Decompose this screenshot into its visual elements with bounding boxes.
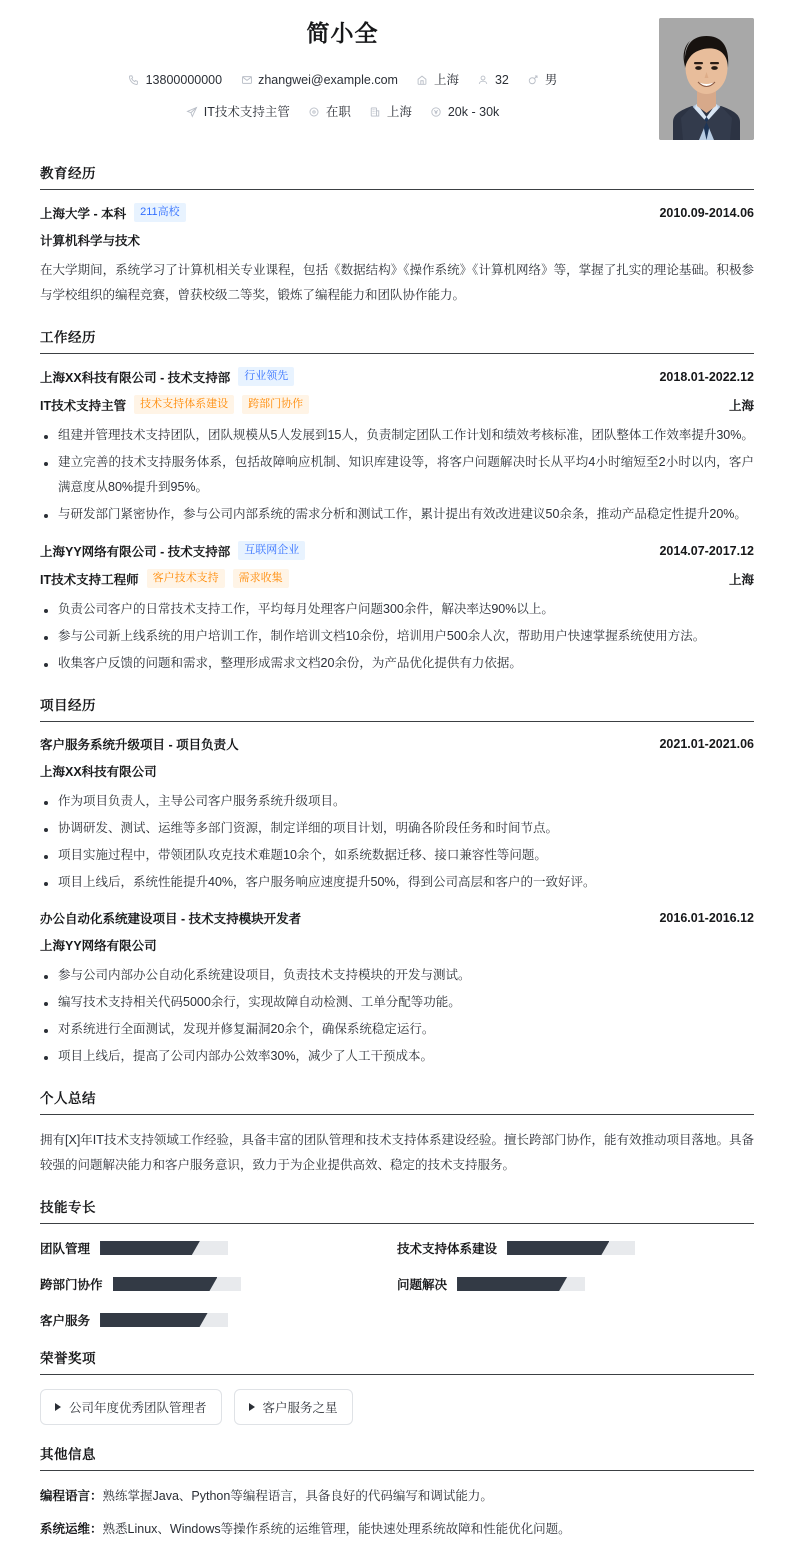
honor-label: 客户服务之星 (262, 1401, 338, 1415)
other-info-label: 系统运维： (40, 1522, 103, 1536)
bullet-item: 对系统进行全面测试，发现并修复漏洞20余个，确保系统稳定运行。 (40, 1017, 754, 1042)
contact-item-gender (527, 70, 558, 90)
contact-item-status-circle (308, 102, 351, 122)
work-entry (40, 367, 754, 527)
company-name: 上海YY网络有限公司 - 技术支持部 (40, 544, 231, 559)
bullet-list (40, 597, 754, 676)
bullet-item: 收集客户反馈的问题和需求，整理形成需求文档20余份，为产品优化提供有力依据。 (40, 651, 754, 676)
skill-bar-track (100, 1313, 228, 1327)
work-location: 上海 (728, 398, 754, 413)
section-skills (40, 1196, 754, 1329)
building-icon (369, 105, 382, 118)
bullet-item: 参与公司新上线系统的用户培训工作，制作培训文档10余份，培训用户500余人次，帮助用户快速掌握系统使用方法。 (40, 624, 754, 649)
person-icon (477, 73, 490, 86)
project-name: 客户服务系统升级项目 - 项目负责人 (40, 738, 239, 752)
resume-header (40, 18, 754, 144)
contact-item-salary (430, 102, 499, 122)
entry-left (40, 909, 301, 927)
tag-blue: 行业领先 (238, 367, 294, 386)
bullet-item: 编写技术支持相关代码5000余行，实现故障自动检测、工单分配等功能。 (40, 990, 754, 1015)
other-info-text: 熟悉Linux、Windows等操作系统的运维管理，能快速处理系统故障和性能优化问题。 (102, 1522, 571, 1536)
company-name: 上海XX科技有限公司 - 技术支持部 (40, 370, 231, 385)
contact-value: 上海 (433, 72, 459, 87)
section-title-work: 工作经历 (40, 326, 754, 354)
major-name: 计算机科学与技术 (40, 234, 141, 248)
other-info-text: 熟练掌握Java、Python等编程语言，具备良好的代码编写和调试能力。 (102, 1489, 493, 1503)
skill-bar-track (457, 1277, 585, 1291)
bullet-item: 项目上线后，提高了公司内部办公效率30%，减少了人工干预成本。 (40, 1044, 754, 1069)
gender-icon (527, 73, 540, 86)
skill-bar-fill (100, 1241, 200, 1255)
skills-grid (40, 1224, 754, 1329)
project-company: 上海YY网络有限公司 (40, 939, 157, 953)
bullet-item: 项目上线后，系统性能提升40%，客户服务响应速度提升50%，得到公司高层和客户的一致好评。 (40, 870, 754, 895)
skill-label: 跨部门协作 (40, 1278, 103, 1292)
phone-icon (128, 73, 141, 86)
bullet-item: 参与公司内部办公自动化系统建设项目，负责技术支持模块的开发与测试。 (40, 963, 754, 988)
contact-item-building (369, 102, 412, 122)
entry-header-row (40, 909, 754, 927)
section-title-skills: 技能专长 (40, 1196, 754, 1224)
education-description: 在大学期间，系统学习了计算机相关专业课程，包括《数据结构》《操作系统》《计算机网络》等，掌握了扎实的理论基础。积极参与学校组织的编程竞赛，曾获校级二等奖，锻炼了编程能力和团队协作能力。 (40, 263, 754, 302)
entry-left (40, 367, 294, 386)
section-title-projects: 项目经历 (40, 694, 754, 722)
header-main (40, 18, 645, 134)
play-triangle-icon (55, 1403, 61, 1411)
contact-value: 上海 (386, 104, 412, 119)
skill-bar-fill (100, 1313, 208, 1327)
tag-orange: 技术支持体系建设 (134, 395, 234, 414)
skill-bar-track (113, 1277, 241, 1291)
contact-row-secondary (40, 102, 645, 122)
entry-role-row (40, 569, 754, 588)
skill-row (397, 1275, 754, 1293)
skill-bar-fill (457, 1277, 567, 1291)
entry-role-row (40, 395, 754, 414)
contact-value: 在职 (325, 104, 351, 119)
tag-orange: 跨部门协作 (242, 395, 309, 414)
bullet-list (40, 789, 754, 895)
project-date: 2016.01-2016.12 (659, 911, 754, 925)
skill-label: 团队管理 (40, 1242, 91, 1256)
entry-header-row (40, 541, 754, 560)
skill-bar-track (100, 1241, 228, 1255)
project-date: 2021.01-2021.06 (659, 737, 754, 751)
entry-left (40, 735, 239, 753)
work-date: 2018.01-2022.12 (659, 369, 754, 384)
status-circle-icon (308, 105, 321, 118)
skill-row (40, 1275, 397, 1293)
skill-label: 客户服务 (40, 1314, 91, 1328)
salary-icon (430, 105, 443, 118)
job-title: IT技术支持主管 (40, 398, 127, 413)
education-body (40, 190, 754, 308)
contact-value: 32 (494, 72, 509, 87)
contact-value: IT技术支持主管 (203, 104, 290, 119)
play-triangle-icon (249, 1403, 255, 1411)
section-honors (40, 1347, 754, 1425)
avatar (659, 18, 754, 140)
contact-value: 13800000000 (145, 72, 223, 87)
entry-left (40, 569, 289, 588)
project-name: 办公自动化系统建设项目 - 技术支持模块开发者 (40, 912, 302, 926)
honor-label: 公司年度优秀团队管理者 (69, 1401, 207, 1415)
mail-icon (240, 73, 253, 86)
tag-blue: 211高校 (134, 203, 186, 222)
other-info-line (40, 1484, 754, 1509)
honor-badge[interactable] (234, 1389, 353, 1425)
contact-value: zhangwei@example.com (258, 72, 398, 87)
skill-bar-track (507, 1241, 635, 1255)
other-info-body (40, 1471, 754, 1542)
contact-item-person (477, 70, 509, 90)
work-body (40, 354, 754, 676)
skill-label: 技术支持体系建设 (397, 1242, 498, 1256)
skill-bar-fill (113, 1277, 218, 1291)
skill-row (397, 1239, 754, 1257)
bullet-item: 负责公司客户的日常技术支持工作，平均每月处理客户问题300余件，解决率达90%以上。 (40, 597, 754, 622)
honors-list (40, 1375, 754, 1425)
work-date: 2014.07-2017.12 (659, 543, 754, 558)
home-icon (416, 73, 429, 86)
work-entry (40, 541, 754, 676)
entry-header-row (40, 203, 754, 222)
project-company: 上海XX科技有限公司 (40, 765, 157, 779)
honor-badge[interactable] (40, 1389, 222, 1425)
section-title-other-info: 其他信息 (40, 1443, 754, 1471)
contact-item-mail (240, 70, 398, 90)
contact-row-primary (40, 70, 645, 90)
work-location: 上海 (728, 572, 754, 587)
skill-row (40, 1239, 397, 1257)
summary-text: 拥有[X]年IT技术支持领域工作经验，具备丰富的团队管理和技术支持体系建设经验。擅长跨部门协作，能有效推动项目落地。具备较强的问题解决能力和客户服务意识，致力于为企业提供高效、稳定的技术支持服务。 (40, 1133, 754, 1172)
tag-orange: 客户技术支持 (147, 569, 225, 588)
bullet-item: 与研发部门紧密协作，参与公司内部系统的需求分析和测试工作，累计提出有效改进建议50余条，推动产品稳定性提升20%。 (40, 502, 754, 527)
bullet-item: 组建并管理技术支持团队，团队规模从5人发展到15人，负责制定团队工作计划和绩效考核标准，团队整体工作效率提升30%。 (40, 423, 754, 448)
bullet-item: 建立完善的技术支持服务体系，包括故障响应机制、知识库建设等，将客户问题解决时长从平均4小时缩短至2小时以内，客户满意度从80%提升到95%。 (40, 450, 754, 500)
entry-header-row (40, 367, 754, 386)
section-other-info (40, 1443, 754, 1542)
entry-header-row (40, 735, 754, 753)
bullet-item: 项目实施过程中，带领团队攻克技术难题10余个，如系统数据迁移、接口兼容性等问题。 (40, 843, 754, 868)
bullet-list (40, 423, 754, 527)
contact-item-phone (128, 70, 222, 90)
tag-orange: 需求收集 (233, 569, 289, 588)
contact-item-home (416, 70, 459, 90)
skill-row (40, 1311, 397, 1329)
section-projects (40, 694, 754, 1069)
section-education (40, 162, 754, 308)
contact-item-paper-plane (186, 102, 290, 122)
section-title-honors: 荣誉奖项 (40, 1347, 754, 1375)
job-title: IT技术支持工程师 (40, 572, 139, 587)
section-title-education: 教育经历 (40, 162, 754, 190)
contact-value: 男 (544, 72, 558, 87)
school-name: 上海大学 - 本科 (40, 206, 127, 221)
entry-left (40, 203, 186, 222)
project-entry (40, 735, 754, 895)
section-title-summary: 个人总结 (40, 1087, 754, 1115)
section-work (40, 326, 754, 676)
section-summary (40, 1087, 754, 1178)
bullet-item: 协调研发、测试、运维等多部门资源，制定详细的项目计划，明确各阶段任务和时间节点。 (40, 816, 754, 841)
bullet-item: 作为项目负责人，主导公司客户服务系统升级项目。 (40, 789, 754, 814)
tag-blue: 互联网企业 (238, 541, 305, 560)
paper-plane-icon (186, 105, 199, 118)
bullet-list (40, 963, 754, 1069)
entry-left (40, 395, 309, 414)
other-info-line (40, 1517, 754, 1542)
project-entry (40, 909, 754, 1069)
projects-body (40, 722, 754, 1069)
other-info-label: 编程语言： (40, 1489, 103, 1503)
entry-left (40, 541, 305, 560)
education-date: 2010.09-2014.06 (659, 205, 754, 220)
skill-bar-fill (507, 1241, 609, 1255)
summary-body (40, 1115, 754, 1178)
skill-label: 问题解决 (397, 1278, 448, 1292)
education-entry (40, 203, 754, 308)
contact-value: 20k - 30k (447, 104, 500, 119)
page-title: 简小全 (306, 20, 379, 46)
